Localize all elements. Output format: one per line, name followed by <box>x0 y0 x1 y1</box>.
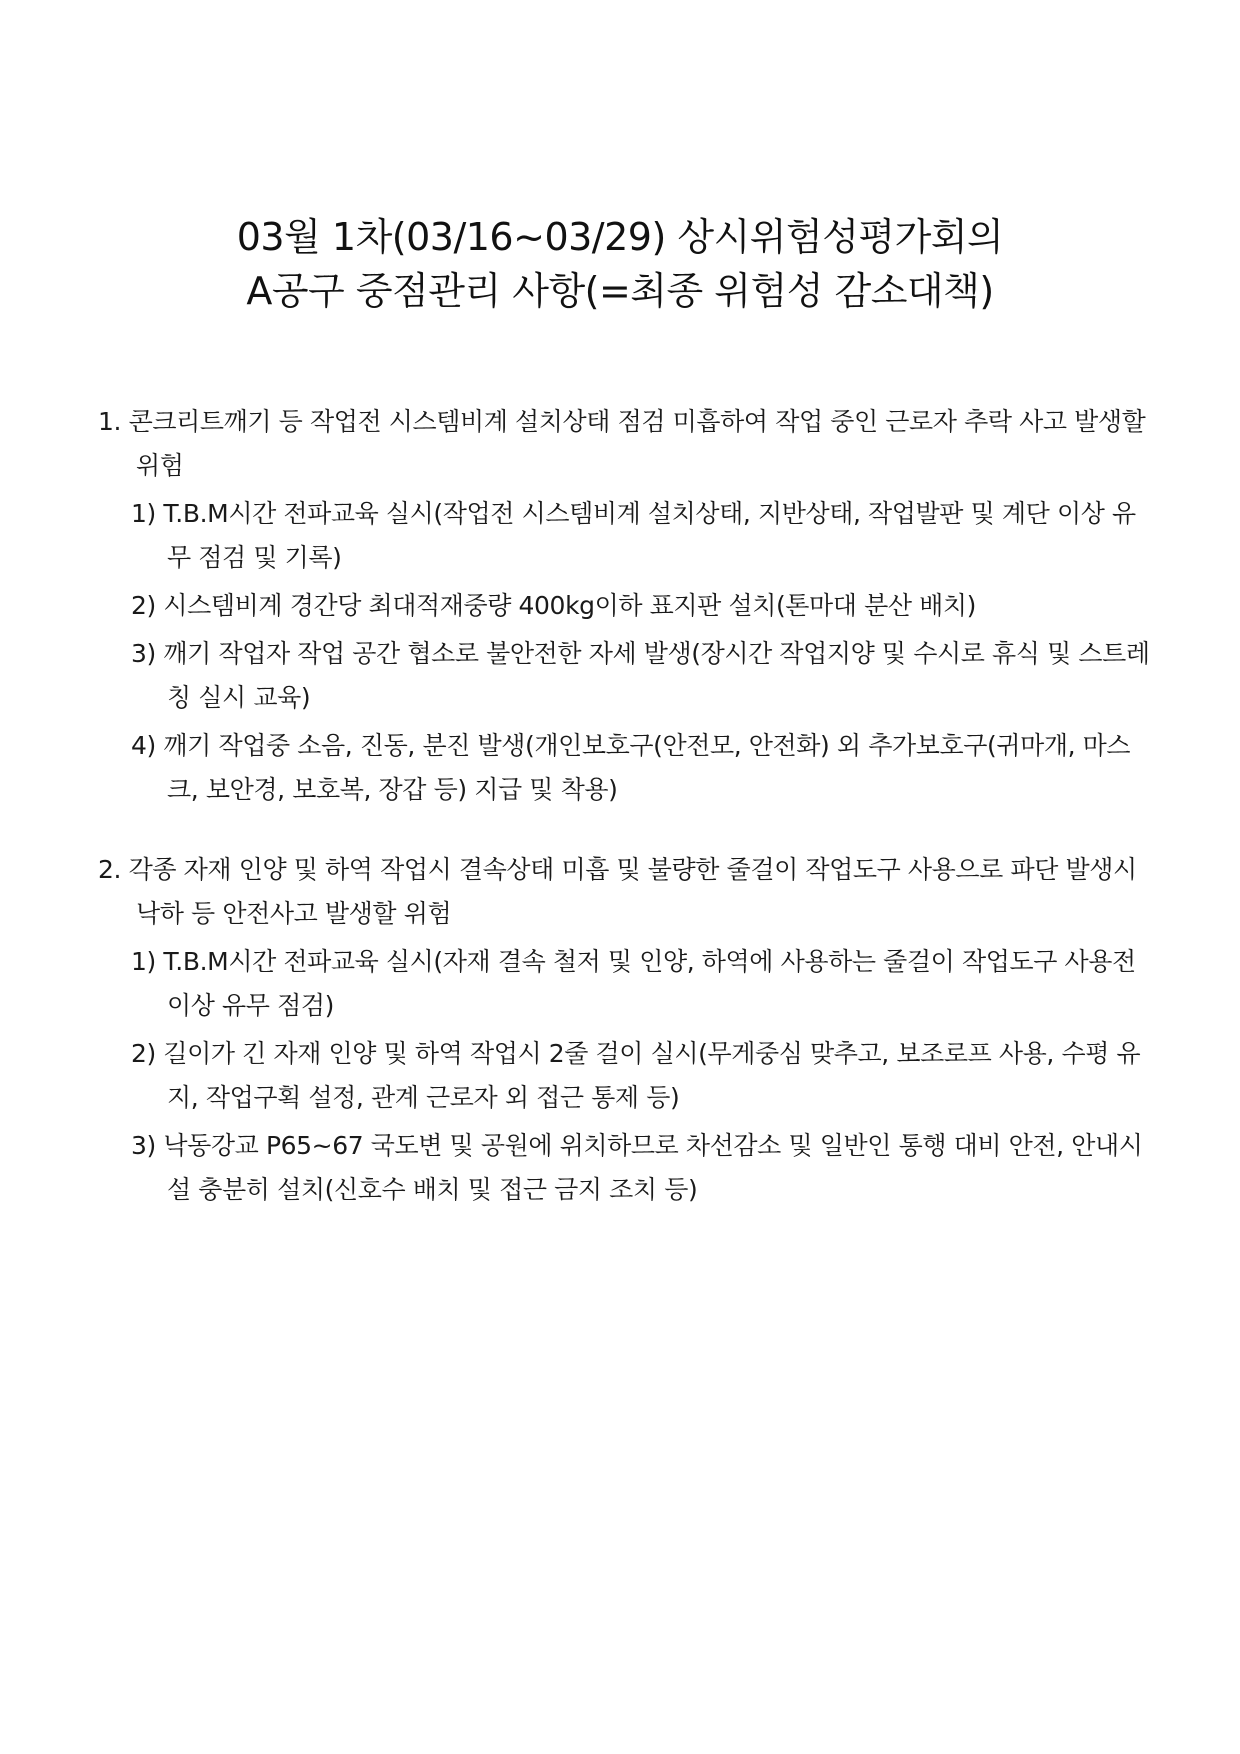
item-text: 낙동강교 P65~67 국도변 및 공원에 위치하므로 차선감소 및 일반인 통행 대비 안전, 안내시설 충분히 설치(신호수 배치 및 접근 금지 조치 등) <box>163 1131 1143 1204</box>
countermeasure-item <box>98 492 1158 580</box>
title-line-2: A공구 중점관리 사항(=최종 위험성 감소대책) <box>246 269 994 313</box>
item-number: 2) <box>131 591 156 620</box>
hazard-section-2 <box>98 848 1158 1212</box>
hazard-section-1 <box>98 400 1158 812</box>
section-text: 콘크리트깨기 등 작업전 시스템비계 설치상태 점검 미흡하여 작업 중인 근로자 추락 사고 발생할 위험 <box>128 407 1146 480</box>
countermeasure-item <box>98 632 1158 720</box>
item-number: 4) <box>131 731 156 760</box>
hazard-description <box>98 400 1158 488</box>
item-number: 3) <box>131 639 156 668</box>
countermeasure-item <box>98 584 1158 628</box>
item-text: T.B.M시간 전파교육 실시(작업전 시스템비계 설치상태, 지반상태, 작업발판 및 계단 이상 유무 점검 및 기록) <box>163 499 1136 572</box>
hazard-description <box>98 848 1158 936</box>
section-number: 1. <box>98 407 122 436</box>
item-text: T.B.M시간 전파교육 실시(자재 결속 철저 및 인양, 하역에 사용하는 줄걸이 작업도구 사용전 이상 유무 점검) <box>163 947 1136 1020</box>
item-text: 깨기 작업자 작업 공간 협소로 불안전한 자세 발생(장시간 작업지양 및 수시로 휴식 및 스트레칭 실시 교육) <box>163 639 1150 712</box>
section-text: 각종 자재 인양 및 하역 작업시 결속상태 미흡 및 불량한 줄걸이 작업도구 사용으로 파단 발생시 낙하 등 안전사고 발생할 위험 <box>128 855 1137 928</box>
item-number: 1) <box>131 499 156 528</box>
countermeasure-item <box>98 1032 1158 1120</box>
section-number: 2. <box>98 855 122 884</box>
countermeasure-item <box>98 1124 1158 1212</box>
countermeasure-item <box>98 940 1158 1028</box>
item-number: 1) <box>131 947 156 976</box>
item-text: 길이가 긴 자재 인양 및 하역 작업시 2줄 걸이 실시(무게중심 맞추고, 보조로프 사용, 수평 유지, 작업구획 설정, 관계 근로자 외 접근 통제 등) <box>163 1039 1141 1112</box>
title-line-1: 03월 1차(03/16~03/29) 상시위험성평가회의 <box>236 215 1004 259</box>
document-body <box>98 400 1158 1248</box>
countermeasure-item <box>98 724 1158 812</box>
item-text: 깨기 작업중 소음, 진동, 분진 발생(개인보호구(안전모, 안전화) 외 추가보호구(귀마개, 마스크, 보안경, 보호복, 장갑 등) 지급 및 착용) <box>163 731 1131 804</box>
item-number: 3) <box>131 1131 156 1160</box>
item-number: 2) <box>131 1039 156 1068</box>
item-text: 시스템비계 경간당 최대적재중량 400kg이하 표지판 설치(톤마대 분산 배치) <box>163 591 977 620</box>
document-title <box>0 210 1240 318</box>
